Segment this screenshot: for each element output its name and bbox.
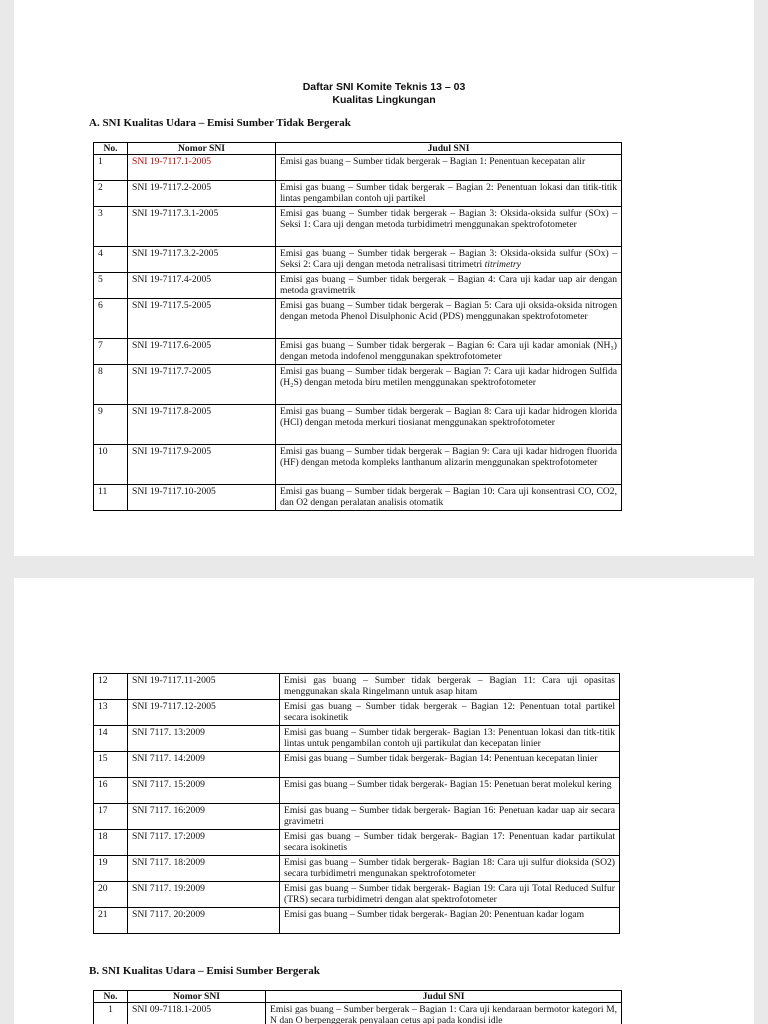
document-title: Daftar SNI Komite Teknis 13 – 03 (302, 81, 466, 93)
row-number: 19 (94, 856, 128, 882)
row-number: 13 (94, 700, 128, 726)
sni-number: SNI 09-7118.1-2005 (128, 1003, 266, 1024)
sni-number: SNI 19-7117.12-2005 (128, 700, 280, 726)
section-a-heading: A. SNI Kualitas Udara – Emisi Sumber Tidak Bergerak (89, 117, 351, 129)
sni-title: Emisi gas buang – Sumber tidak bergerak – Bagian 9: Cara uji kadar hidrogen fluorida (HF) dengan metoda kompleks lanthanum alizarin menggunakan spektrofotometer (276, 445, 622, 485)
sni-number: SNI 19-7117.7-2005 (128, 365, 276, 405)
sni-title: Emisi gas buang – Sumber tidak bergerak – Bagian 5: Cara uji oksida-oksida nitrogen dengan metoda Phenol Disulphonic Acid (PDS) menggunakan spektrofotometer (276, 299, 622, 339)
table-row (94, 908, 620, 934)
sni-title-italic: titrimetry (484, 259, 521, 270)
column-header-nomor: Nomor SNI (128, 143, 276, 155)
sni-number-highlighted: SNI 19-7117.1-2005 (128, 155, 276, 181)
table-row (94, 830, 620, 856)
sni-title: Emisi gas buang – Sumber tidak bergerak- Bagian 13: Penentuan lokasi dan titk-titik lintas untuk pengambilan contoh uji partikulat dan kecepatan linier (280, 726, 620, 752)
sni-table-a-part1 (93, 142, 622, 511)
sni-title: Emisi gas buang – Sumber tidak bergerak – Bagian 8: Cara uji kadar hidrogen klorida (HCl) dengan metoda merkuri tiosianat menggunakan spektrofotometer (276, 405, 622, 445)
row-number: 11 (94, 485, 128, 511)
document-subtitle: Kualitas Lingkungan (332, 94, 436, 106)
document-page-2 (14, 578, 754, 1024)
sni-number: SNI 19-7117.9-2005 (128, 445, 276, 485)
row-number: 10 (94, 445, 128, 485)
sni-title: Emisi gas buang – Sumber tidak bergerak- Bagian 20: Penentuan kadar logam (280, 908, 620, 934)
sni-title: Emisi gas buang – Sumber tidak bergerak – Bagian 2: Penentuan lokasi dan titik-titik lintas pengambilan contoh uji partikel (276, 181, 622, 207)
table-row (94, 405, 622, 445)
table-row (94, 273, 622, 299)
row-number: 4 (94, 247, 128, 273)
row-number: 6 (94, 299, 128, 339)
table-row (94, 365, 622, 405)
table-row (94, 882, 620, 908)
column-header-judul: Judul SNI (276, 143, 622, 155)
row-number: 8 (94, 365, 128, 405)
table-row (94, 674, 620, 700)
row-number: 21 (94, 908, 128, 934)
column-header-judul: Judul SNI (266, 991, 622, 1003)
sni-title: Emisi gas buang – Sumber bergerak – Bagian 1: Cara uji kendaraan bermotor kategori M, N dan O berpenggerak penyalaan cetus api pada kondisi idle (266, 1003, 622, 1024)
table-row (94, 247, 622, 273)
table-row (94, 804, 620, 830)
table-row (94, 155, 622, 181)
sni-number: SNI 19-7117.2-2005 (128, 181, 276, 207)
row-number: 7 (94, 339, 128, 365)
sni-number: SNI 19-7117.3.1-2005 (128, 207, 276, 247)
sni-title: Emisi gas buang – Sumber tidak bergerak- Bagian 19: Cara uji Total Reduced Sulfur (TRS) secara turbidimetri dengan alat spektrofotometer (280, 882, 620, 908)
sni-title-text: Emisi gas buang – Sumber tidak bergerak – Bagian 3: Oksida-oksida sulfur (SOx) – Seksi 2: Cara uji dengan metoda netralisasi titrimetri (280, 248, 617, 270)
row-number: 18 (94, 830, 128, 856)
row-number: 3 (94, 207, 128, 247)
sni-number: SNI 19-7117.10-2005 (128, 485, 276, 511)
sni-title: Emisi gas buang – Sumber tidak bergerak- Bagian 14: Penentuan kecepatan linier (280, 752, 620, 778)
table-row (94, 207, 622, 247)
row-number: 17 (94, 804, 128, 830)
table-row (94, 752, 620, 778)
table-row (94, 1003, 622, 1024)
sni-number: SNI 7117. 15:2009 (128, 778, 280, 804)
sni-number: SNI 19-7117.5-2005 (128, 299, 276, 339)
row-number: 14 (94, 726, 128, 752)
row-number: 20 (94, 882, 128, 908)
table-row (94, 445, 622, 485)
sni-title: Emisi gas buang – Sumber tidak bergerak- Bagian 16: Penetuan kadar uap air secara gravimetri (280, 804, 620, 830)
row-number: 5 (94, 273, 128, 299)
sni-title: Emisi gas buang – Sumber tidak bergerak – Bagian 1: Penentuan kecepatan alir (276, 155, 622, 181)
sni-title (276, 247, 622, 273)
sni-number: SNI 7117. 13:2009 (128, 726, 280, 752)
sni-number: SNI 7117. 16:2009 (128, 804, 280, 830)
column-header-nomor: Nomor SNI (128, 991, 266, 1003)
table-header-row (94, 991, 622, 1003)
row-number: 12 (94, 674, 128, 700)
sni-number: SNI 19-7117.6-2005 (128, 339, 276, 365)
table-row (94, 778, 620, 804)
row-number: 9 (94, 405, 128, 445)
sni-number: SNI 7117. 17:2009 (128, 830, 280, 856)
sni-table-b (93, 990, 622, 1024)
table-row (94, 700, 620, 726)
sni-number: SNI 19-7117.3.2-2005 (128, 247, 276, 273)
sni-title: Emisi gas buang – Sumber tidak bergerak – Bagian 3: Oksida-oksida sulfur (SOx) – Seksi 1: Cara uji dengan metoda turbidimetri menggunakan spektrofotometer (276, 207, 622, 247)
sni-title: Emisi gas buang – Sumber tidak bergerak – Bagian 11: Cara uji opasitas menggunakan skala Ringelmann untuk asap hitam (280, 674, 620, 700)
row-number: 16 (94, 778, 128, 804)
sni-title: Emisi gas buang – Sumber tidak bergerak- Bagian 15: Penetuan berat molekul kering (280, 778, 620, 804)
table-row (94, 856, 620, 882)
table-row (94, 181, 622, 207)
sni-title: Emisi gas buang – Sumber tidak bergerak – Bagian 12: Penentuan total partikel secara isokinetik (280, 700, 620, 726)
sni-number: SNI 7117. 18:2009 (128, 856, 280, 882)
column-header-no: No. (94, 991, 128, 1003)
table-row (94, 485, 622, 511)
sni-number: SNI 7117. 20:2009 (128, 908, 280, 934)
column-header-no: No. (94, 143, 128, 155)
row-number: 1 (94, 155, 128, 181)
sni-number: SNI 19-7117.8-2005 (128, 405, 276, 445)
section-b-heading: B. SNI Kualitas Udara – Emisi Sumber Bergerak (89, 965, 320, 977)
sni-title: Emisi gas buang – Sumber tidak bergerak – Bagian 6: Cara uji kadar amoniak (NH₃) dengan metoda indofenol menggunakan spektrofotometer (276, 339, 622, 365)
document-page-1 (14, 0, 754, 556)
sni-title: Emisi gas buang – Sumber tidak bergerak – Bagian 10: Cara uji konsentrasi CO, CO2, dan O2 dengan peralatan analisis otomatik (276, 485, 622, 511)
sni-title: Emisi gas buang – Sumber tidak bergerak – Bagian 7: Cara uji kadar hidrogen Sulfida (H₂S) dengan metoda biru metilen menggunakan spektrofotometer (276, 365, 622, 405)
sni-title: Emisi gas buang – Sumber tidak bergerak- Bagian 17: Penentuan kadar partikulat secara isokinetis (280, 830, 620, 856)
table-header-row (94, 143, 622, 155)
sni-number: SNI 19-7117.11-2005 (128, 674, 280, 700)
row-number: 1 (94, 1003, 128, 1024)
table-row (94, 339, 622, 365)
row-number: 15 (94, 752, 128, 778)
sni-number: SNI 19-7117.4-2005 (128, 273, 276, 299)
row-number: 2 (94, 181, 128, 207)
table-row (94, 299, 622, 339)
sni-number: SNI 7117. 14:2009 (128, 752, 280, 778)
sni-number: SNI 7117. 19:2009 (128, 882, 280, 908)
sni-title: Emisi gas buang – Sumber tidak bergerak – Bagian 4: Cara uji kadar uap air dengan metoda gravimetrik (276, 273, 622, 299)
sni-title: Emisi gas buang – Sumber tidak bergerak- Bagian 18: Cara uji sulfur dioksida (SO2) secara turbidimetri mengunakan spektrofotometer (280, 856, 620, 882)
table-row (94, 726, 620, 752)
sni-table-a-part2 (93, 673, 620, 934)
